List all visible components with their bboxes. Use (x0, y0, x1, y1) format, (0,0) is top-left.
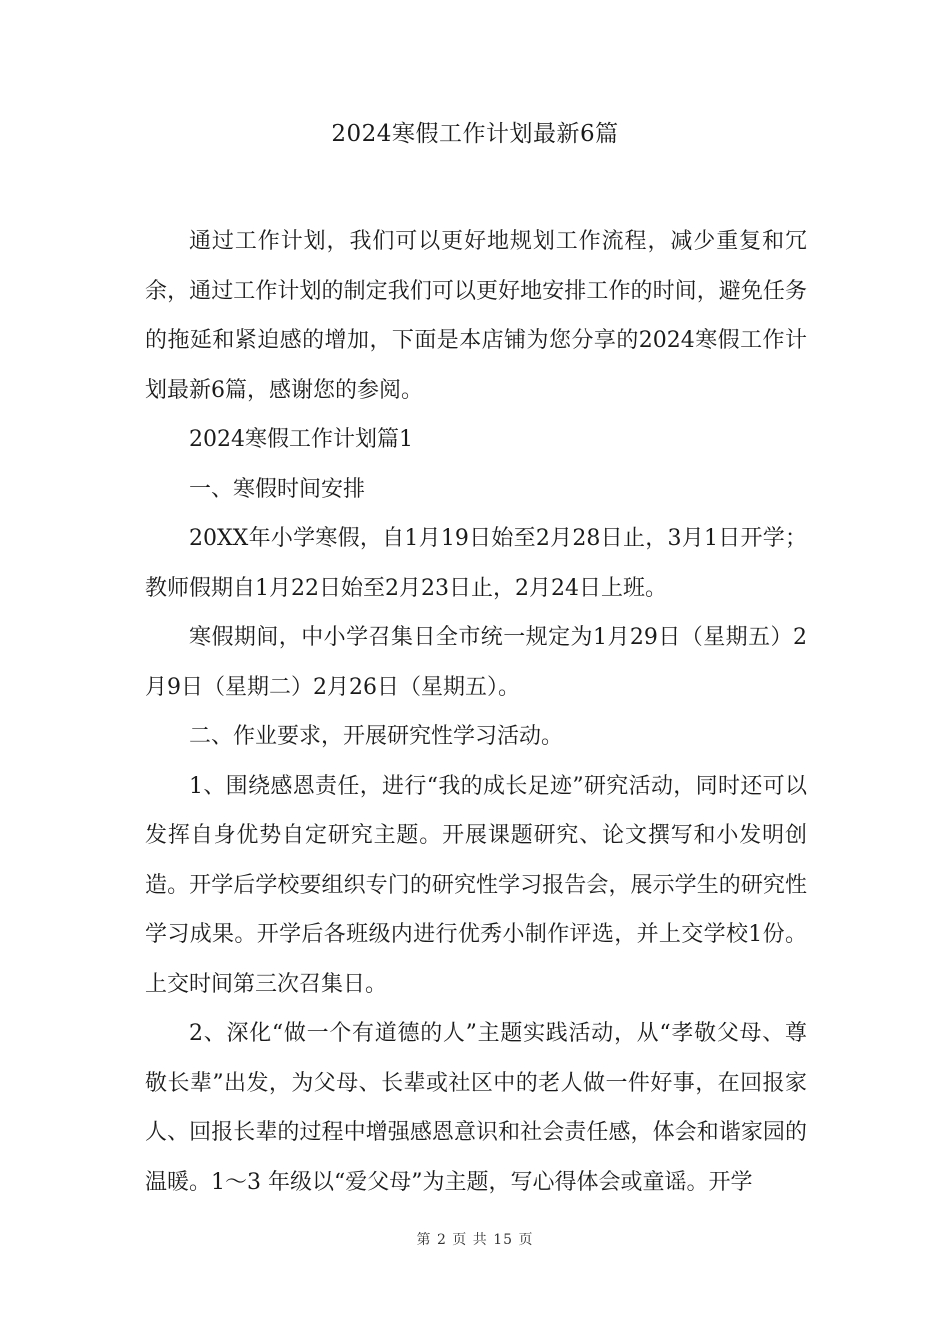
document-body (145, 217, 807, 1207)
paragraph: 寒假期间，中小学召集日全市统一规定为1月29日（星期五）2月9日（星期二）2月26日（星期五）。 (145, 625, 807, 700)
paragraph: 1、围绕感恩责任，进行“我的成长足迹”研究活动，同时还可以发挥自身优势自定研究主题。开展课题研究、论文撰写和小发明创造。开学后学校要组织专门的研究性学习报告会，展示学生的研究性学习成果。开学后各班级内进行优秀小制作评选，并上交学校1份。上交时间第三次召集日。 (145, 773, 807, 997)
paragraph: 2、深化“做一个有道德的人”主题实践活动，从“孝敬父母、尊敬长辈”出发，为父母、长辈或社区中的老人做一件好事，在回报家人、回报长辈的过程中增强感恩意识和社会责任感，体会和谐家园的温暖。1～3 年级以“爱父母”为主题，写心得体会或童谣。开学 (145, 1021, 807, 1195)
paragraph: 20XX年小学寒假，自1月19日始至2月28日止，3月1日开学；教师假期自1月22日始至2月23日止，2月24日上班。 (145, 526, 807, 601)
section-heading: 2024寒假工作计划篇1 (189, 427, 413, 452)
subheading: 一、寒假时间安排 (189, 476, 366, 502)
subheading: 二、作业要求，开展研究性学习活动。 (189, 724, 564, 749)
intro-paragraph: 通过工作计划，我们可以更好地规划工作流程，减少重复和冗余，通过工作计划的制定我们可以更好地安排工作的时间，避免任务的拖延和紧迫感的增加，下面是本店铺为您分享的2024寒假工作计划最新6篇，感谢您的参阅。 (145, 229, 807, 403)
page-number-footer: 第 2 页 共 15 页 (416, 1232, 534, 1248)
document-title: 2024寒假工作计划最新6篇 (331, 121, 619, 147)
